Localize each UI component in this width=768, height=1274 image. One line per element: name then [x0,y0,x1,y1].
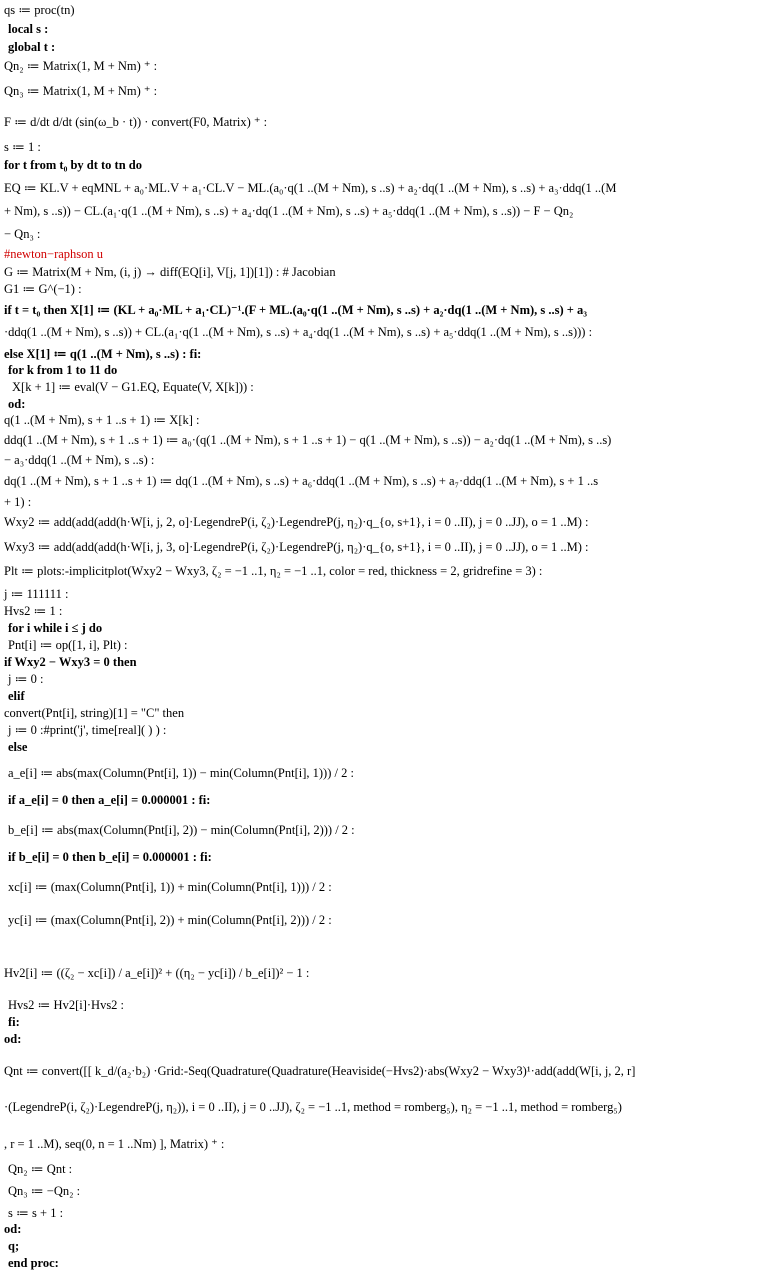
line-fi: fi: [8,1015,20,1029]
line-if-zero: if Wxy2 − Wxy3 = 0 then [4,655,137,669]
line-else-x1: else X[1] ≔ q(1 ..(M + Nm), s ..s) : fi: [4,347,202,361]
comment-newton-raphson: #newton−raphson u [4,247,104,261]
line-yc: yc[i] ≔ (max(Column(Pnt[i], 2)) + min(Column(Pnt[i], 2))) / 2 : [8,913,332,927]
line-od-t: od: [4,1222,22,1236]
line-if-t0-2: ·ddq(1 ..(M + Nm), s ..s)) + CL.(a₁·q(1 ..(M + Nm), s ..s) + a₄·dq(1 ..(M + Nm), s ..s) + a₅·ddq(1 ..(M + Nm), s ..s))) : [4,325,593,339]
line-hv2: Hv2[i] ≔ ((ζ₂ − xc[i]) / a_e[i])² + ((η₂ − yc[i]) / b_e[i])² − 1 : [4,966,310,980]
line-if-be: if b_e[i] = 0 then b_e[i] = 0.000001 : fi: [8,850,212,864]
line-if-t0-1: if t = t₀ then X[1] ≔ (KL + a₀·ML + a₁·CL)⁻¹.(F + ML.(a₀·q(1 ..(M + Nm), s ..s) + a₂·dq(1 ..(M + Nm), s ..s) + a₃ [4,303,588,317]
line-end-proc: end proc: [8,1256,59,1270]
line-pnt: Pnt[i] ≔ op([1, i], Plt) : [8,638,128,652]
line-eq-1: EQ ≔ KL.V + eqMNL + a₀·ML.V + a₁·CL.V − ML.(a₀·q(1 ..(M + Nm), s ..s) + a₂·dq(1 ..(M + Nm), s ..s) + a₃·ddq(1 ..(M [4,181,617,195]
line-j-zero-1: j ≔ 0 : [8,672,44,686]
line-if-ae: if a_e[i] = 0 then a_e[i] = 0.000001 : fi: [8,793,211,807]
line-for-i: for i while i ≤ j do [8,621,103,635]
line-xc: xc[i] ≔ (max(Column(Pnt[i], 1)) + min(Column(Pnt[i], 1))) / 2 : [8,880,332,894]
line-jacobian: G ≔ Matrix(M + Nm, (i, j) → diff(EQ[i], V[j, 1])[1]) : # Jacobian [4,265,336,279]
line-s-increment: s ≔ s + 1 : [8,1206,64,1220]
line-hvs2-init: Hvs2 ≔ 1 : [4,604,63,618]
line-eq-2: + Nm), s ..s)) − CL.(a₁·q(1 ..(M + Nm), s ..s) + a₄·dq(1 ..(M + Nm), s ..s) + a₅·ddq(1 ..(M + Nm), s ..s)) − F − Qn₂ [4,204,574,218]
line-ddq-2: − a₃·ddq(1 ..(M + Nm), s ..s) : [4,453,155,467]
line-be: b_e[i] ≔ abs(max(Column(Pnt[i], 2)) − min(Column(Pnt[i], 2))) / 2 : [8,823,355,837]
line-local: local s : [8,22,49,36]
line-dq-2: + 1) : [4,495,32,509]
line-g1: G1 ≔ G^(−1) : [4,282,82,296]
line-j-zero-2: j ≔ 0 :#print('j', time[real]( ) ) : [8,723,167,737]
line-qn2-assign: Qn₂ ≔ Qnt : [8,1162,73,1176]
line-od-k: od: [8,397,26,411]
line-ddq-1: ddq(1 ..(M + Nm), s + 1 ..s + 1) ≔ a₀·(q(1 ..(M + Nm), s + 1 ..s + 1) − q(1 ..(M + Nm), s ..s)) − a₂·dq(1 ..(M + Nm), s ..s) [4,433,612,447]
line-x-update: X[k + 1] ≔ eval(V − G1.EQ, Equate(V, X[k])) : [12,380,254,394]
line-qnt-2: ·(LegendreP(i, ζ₂)·LegendreP(j, η₂)), i = 0 ..II), j = 0 ..JJ), ζ₂ = −1 ..1, method = romberg₅), η₂ = −1 ..1, method = romberg₅) [4,1100,622,1114]
line-force: F ≔ d/dt d/dt (sin(ω_b · t)) · convert(F0, Matrix) ⁺ : [4,115,268,129]
line-plt: Plt ≔ plots:-implicitplot(Wxy2 − Wxy3, ζ₂ = −1 ..1, η₂ = −1 ..1, color = red, thickness = 2, gridrefine = 3) : [4,564,543,578]
line-qnt-1: Qnt ≔ convert([[ k_d/(a₂·b₂) ·Grid:-Seq(Quadrature(Quadrature(Heaviside(−Hvs2)·abs(Wxy2 − Wxy3)¹·add(add(W[i, j, 2, r] [4,1064,636,1078]
line-return-q: q; [8,1239,20,1253]
line-qn3-assign: Qn₃ ≔ −Qn₂ : [8,1184,81,1198]
line-s-init: s ≔ 1 : [4,140,41,154]
line-dq-1: dq(1 ..(M + Nm), s + 1 ..s + 1) ≔ dq(1 ..(M + Nm), s ..s) + a₆·ddq(1 ..(M + Nm), s ..s) + a₇·ddq(1 ..(M + Nm), s + 1 ..s [4,474,599,488]
line-wxy2: Wxy2 ≔ add(add(add(h·W[i, j, 2, o]·LegendreP(i, ζ₂)·LegendreP(j, η₂)·q_{o, s+1}, i = 0 ..II), j = 0 ..JJ), o = 1 ..M) : [4,515,589,529]
line-ae: a_e[i] ≔ abs(max(Column(Pnt[i], 1)) − min(Column(Pnt[i], 1))) / 2 : [8,766,354,780]
line-global: global t : [8,40,56,54]
line-wxy3: Wxy3 ≔ add(add(add(h·W[i, j, 3, o]·LegendreP(i, ζ₂)·LegendreP(j, η₂)·q_{o, s+1}, i = 0 ..II), j = 0 ..JJ), o = 1 ..M) : [4,540,589,554]
line-j-init: j ≔ 111111 : [4,587,69,601]
line-qn2-init: Qn₂ ≔ Matrix(1, M + Nm) ⁺ : [4,59,158,73]
line-convert-c: convert(Pnt[i], string)[1] = "C" then [4,706,185,720]
line-else: else [8,740,28,754]
line-od-i: od: [4,1032,22,1046]
line-for-t: for t from t₀ by dt to tn do [4,158,143,172]
line-qnt-3: , r = 1 ..M), seq(0, n = 1 ..Nm) ], Matrix) ⁺ : [4,1137,225,1151]
line-for-k: for k from 1 to 11 do [8,363,118,377]
line-proc-header: qs ≔ proc(tn) [4,3,75,17]
line-hvs2-update: Hvs2 ≔ Hv2[i]·Hvs2 : [8,998,125,1012]
line-q-assign: q(1 ..(M + Nm), s + 1 ..s + 1) ≔ X[k] : [4,413,200,427]
line-eq-3: − Qn₃ : [4,227,41,241]
line-qn3-init: Qn₃ ≔ Matrix(1, M + Nm) ⁺ : [4,84,158,98]
line-elif: elif [8,689,25,703]
